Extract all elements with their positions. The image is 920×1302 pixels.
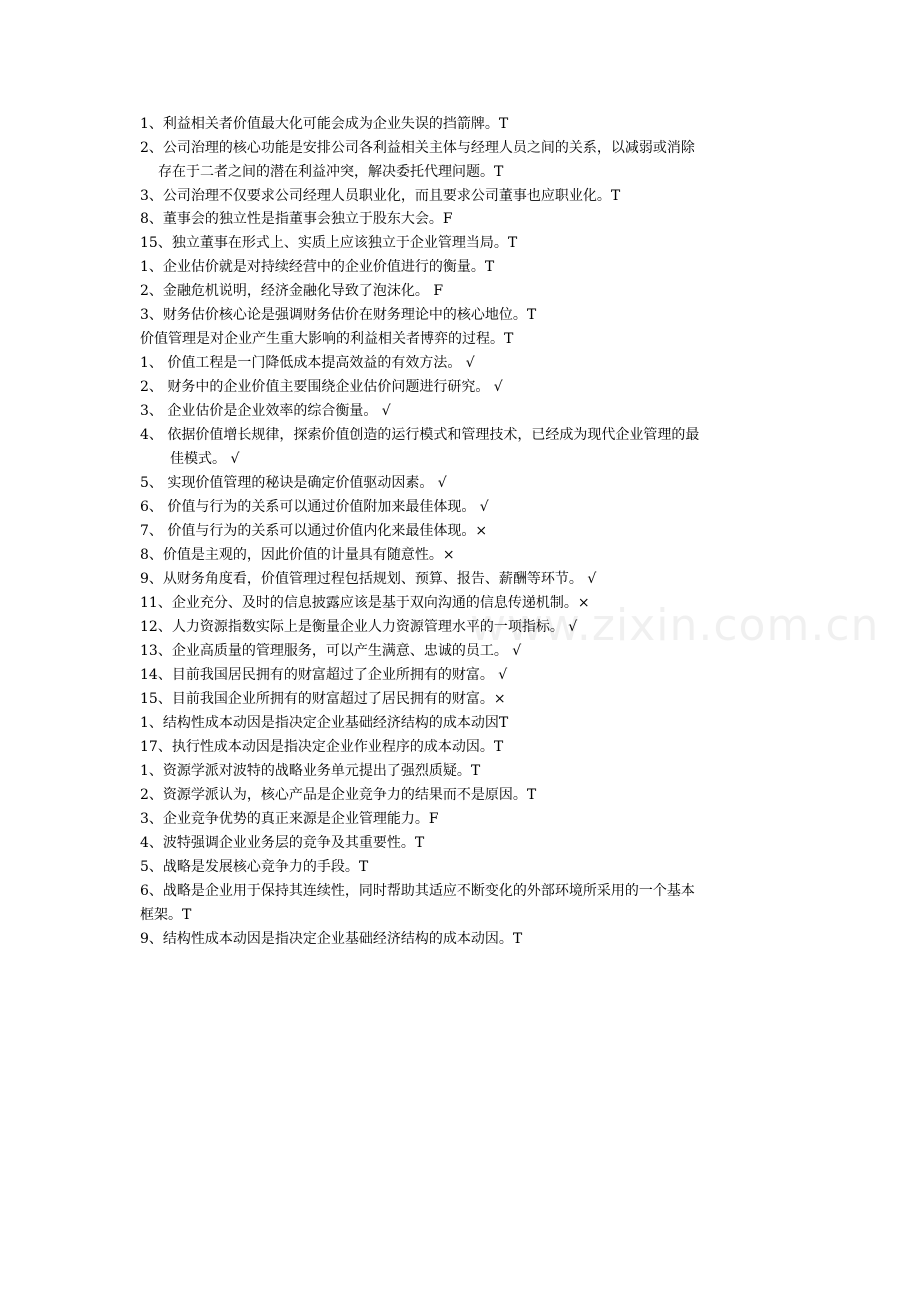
statement-line: 4、 依据价值增长规律，探索价值创造的运行模式和管理技术，已经成为现代企业管理的最 — [140, 427, 700, 443]
statement-line: 12、人力资源指数实际上是衡量企业人力资源管理水平的一项指标。 √ — [140, 619, 578, 635]
statement-line: 6、 价值与行为的关系可以通过价值附加来最佳体现。 √ — [140, 499, 489, 515]
statement-line-continued: 框架。T — [140, 907, 192, 923]
statement-line: 1、利益相关者价值最大化可能会成为企业失误的挡箭牌。T — [140, 116, 509, 132]
statement-line: 14、目前我国居民拥有的财富超过了企业所拥有的财富。 √ — [140, 667, 508, 683]
statement-line: 11、企业充分、及时的信息披露应该是基于双向沟通的信息传递机制。× — [140, 595, 590, 611]
statement-line-continued: 存在于二者之间的潜在利益冲突，解决委托代理问题。T — [158, 164, 504, 180]
statement-line: 1、 价值工程是一门降低成本提高效益的有效方法。 √ — [140, 355, 475, 371]
statement-line: 15、独立董事在形式上、实质上应该独立于企业管理当局。T — [140, 235, 518, 251]
statement-line: 15、目前我国企业所拥有的财富超过了居民拥有的财富。× — [140, 691, 506, 707]
statement-line: 8、价值是主观的，因此价值的计量具有随意性。× — [140, 547, 455, 563]
statement-line: 3、 企业估价是企业效率的综合衡量。 √ — [140, 403, 391, 419]
statement-line: 1、结构性成本动因是指决定企业基础经济结构的成本动因T — [140, 715, 509, 731]
statement-line-continued: 佳模式。 √ — [170, 451, 240, 467]
statement-line: 1、资源学派对波特的战略业务单元提出了强烈质疑。T — [140, 763, 481, 779]
statement-line: 17、执行性成本动因是指决定企业作业程序的成本动因。T — [140, 739, 504, 755]
statement-line: 2、 财务中的企业价值主要围绕企业估价问题进行研究。 √ — [140, 379, 503, 395]
statement-line: 5、战略是发展核心竞争力的手段。T — [140, 859, 369, 875]
statement-line: 3、企业竞争优势的真正来源是企业管理能力。F — [140, 811, 439, 827]
statement-line: 3、公司治理不仅要求公司经理人员职业化，而且要求公司董事也应职业化。T — [140, 188, 621, 204]
statement-line: 2、金融危机说明，经济金融化导致了泡沫化。 F — [140, 283, 444, 299]
statement-line: 13、企业高质量的管理服务，可以产生满意、忠诚的员工。 √ — [140, 643, 522, 659]
statement-line: 8、董事会的独立性是指董事会独立于股东大会。F — [140, 211, 453, 227]
statement-line: 3、财务估价核心论是强调财务估价在财务理论中的核心地位。T — [140, 307, 537, 323]
statement-line: 价值管理是对企业产生重大影响的利益相关者博弈的过程。T — [140, 331, 514, 347]
watermark: www.zixin.com.cn — [470, 600, 880, 651]
statement-line: 6、战略是企业用于保持其连续性，同时帮助其适应不断变化的外部环境所采用的一个基本 — [140, 883, 695, 899]
statement-line: 5、 实现价值管理的秘诀是确定价值驱动因素。 √ — [140, 475, 447, 491]
statement-line: 7、 价值与行为的关系可以通过价值内化来最佳体现。× — [140, 523, 488, 539]
statement-line: 9、结构性成本动因是指决定企业基础经济结构的成本动因。T — [140, 931, 523, 947]
statement-line: 9、从财务角度看，价值管理过程包括规划、预算、报告、薪酬等环节。 √ — [140, 571, 597, 587]
statement-line: 2、资源学派认为，核心产品是企业竞争力的结果而不是原因。T — [140, 787, 537, 803]
statement-line: 1、企业估价就是对持续经营中的企业价值进行的衡量。T — [140, 259, 495, 275]
statement-line: 2、公司治理的核心功能是安排公司各利益相关主体与经理人员之间的关系，以减弱或消除 — [140, 140, 695, 156]
statement-line: 4、波特强调企业业务层的竞争及其重要性。T — [140, 835, 425, 851]
